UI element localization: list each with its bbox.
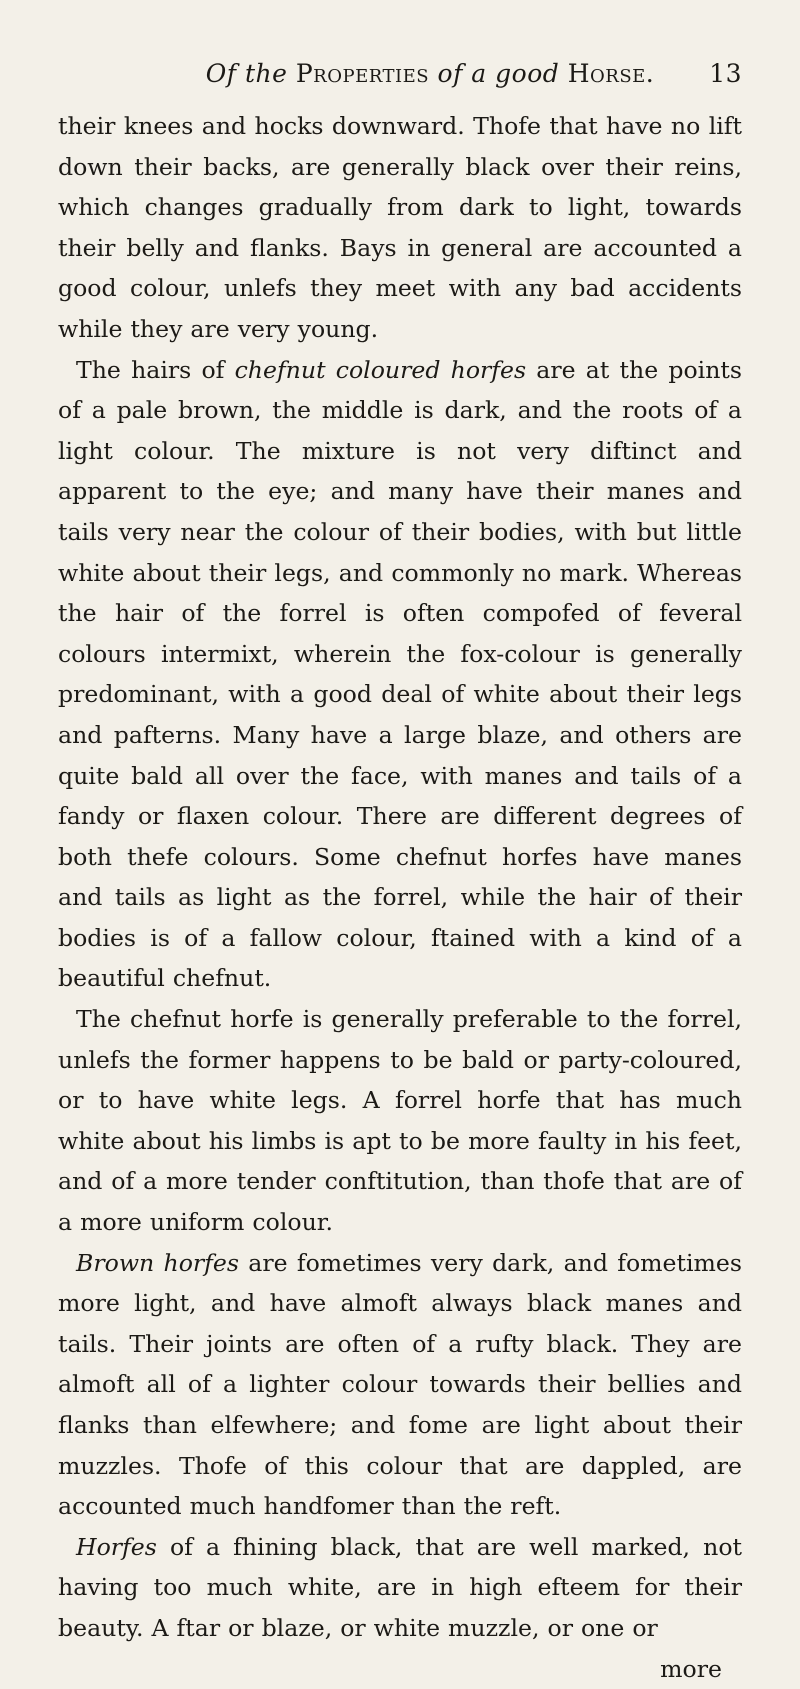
paragraph-p3 xyxy=(58,999,742,1243)
header-word-of: Of xyxy=(205,59,237,88)
paragraph-p2 xyxy=(58,350,742,1000)
text-run: are fometimes very dark, and fometimes more light, and have almoft always black manes and tails. Their joints are often of a rufty black. They are almoft all of a lighter colour towards their bellies and flanks than elfewhere; and fome are light about their muzzles. Thofe of this colour that are dappled, are accounted much handfomer than the reft. xyxy=(58,1248,742,1521)
header-word-a: a xyxy=(471,59,487,88)
page-number: 13 xyxy=(709,59,742,88)
text-run: their knees and hocks downward. Thofe that have no lift down their backs, are generally black over their reins, which changes gradually from dark to light, towards their belly and flanks. Bays in general are accounted a good colour, unlefs they meet with any bad accidents while they are very young. xyxy=(58,112,742,343)
text-run: of a fhining black, that are well marked, not having too much white, are in high efteem for their beauty. A ftar or blaze, or white muzzle, or one or xyxy=(58,1532,742,1642)
paragraph-p1 xyxy=(58,106,742,350)
text-run: The chefnut horfe is generally preferable to the forrel, unlefs the former happens to be bald or party-coloured, or to have white legs. A forrel horfe that has much white about his limbs is apt to be more faulty in his feet, and of a more tender conftitution, than thofe that are of a more uniform colour. xyxy=(58,1005,742,1237)
header-word-good: good xyxy=(495,59,560,88)
paragraph-p5 xyxy=(58,1527,742,1649)
header-word-of2: of xyxy=(437,59,463,88)
catchword: more xyxy=(660,1654,722,1683)
italic-phrase: Horfes xyxy=(76,1532,157,1561)
body-text xyxy=(58,106,742,1649)
header-word-horse: Horse. xyxy=(567,59,655,88)
italic-phrase: chefnut coloured horfes xyxy=(234,355,527,384)
italic-phrase: Brown horfes xyxy=(76,1248,239,1277)
header-word-properties: Properties xyxy=(295,59,430,88)
text-run: The hairs of xyxy=(76,355,235,384)
running-head xyxy=(118,52,742,96)
header-word-the: the xyxy=(244,59,288,88)
text-run: are at the points of a pale brown, the middle is dark, and the roots of a light colour. The mixture is not very diftinct and apparent to the eye; and many have their manes and tails very near the colour of their bodies, with but little white about their legs, and commonly no mark. Whereas the hair of the forrel is often compofed of feveral colours intermixt, wherein the fox-colour is generally predominant, with a good deal of white about their legs and pafterns. Many have a large blaze, and others are quite bald all over the face, with manes and tails of a fandy or flaxen colour. There are different degrees of both thefe colours. Some chefnut horfes have manes and tails as light as the forrel, while the hair of their bodies is of a fallow colour, ftained with a kind of a beautiful chefnut. xyxy=(58,355,742,993)
paragraph-p4 xyxy=(58,1243,742,1527)
